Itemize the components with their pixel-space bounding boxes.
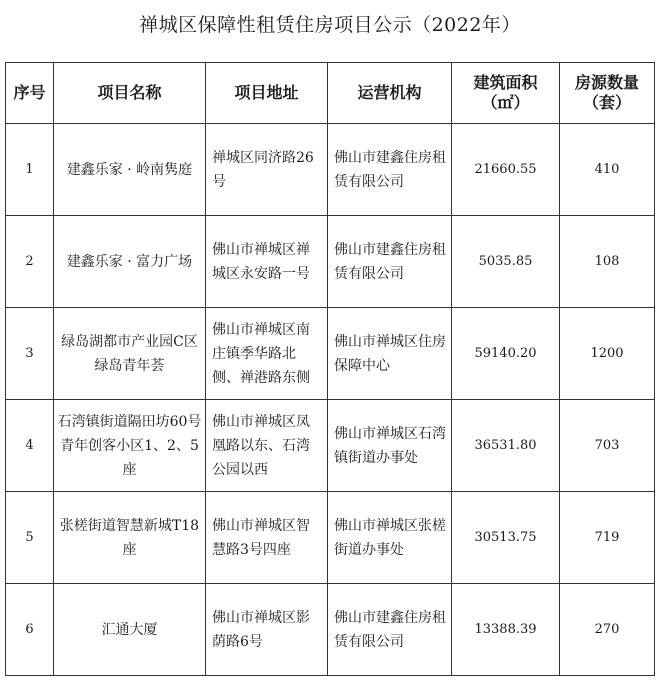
- table-row: [6, 124, 655, 216]
- cell-seq: 4: [6, 400, 54, 492]
- table-row: [6, 308, 655, 400]
- cell-seq: 2: [6, 216, 54, 308]
- header-building-area: 建筑面积（㎡）: [452, 63, 560, 124]
- cell-project-name: 建鑫乐家 · 岭南隽庭: [54, 124, 206, 216]
- cell-project-name: 石湾镇街道隔田坊60号青年创客小区1、2、5座: [54, 400, 206, 492]
- cell-housing-units: 719: [560, 492, 655, 584]
- cell-seq: 5: [6, 492, 54, 584]
- header-seq: 序号: [6, 63, 54, 124]
- cell-housing-units: 410: [560, 124, 655, 216]
- cell-project-name: 汇通大厦: [54, 584, 206, 676]
- cell-project-address: 佛山市禅城区凤凰路以东、石湾公园以西: [206, 400, 328, 492]
- cell-seq: 6: [6, 584, 54, 676]
- header-project-name: 项目名称: [54, 63, 206, 124]
- table-row: [6, 492, 655, 584]
- cell-housing-units: 703: [560, 400, 655, 492]
- cell-operator: 佛山市禅城区张槎街道办事处: [328, 492, 452, 584]
- table-row: [6, 400, 655, 492]
- header-housing-units: 房源数量（套）: [560, 63, 655, 124]
- project-table: [5, 62, 655, 676]
- table-header-row: [6, 63, 655, 124]
- cell-building-area: 59140.20: [452, 308, 560, 400]
- cell-project-name: 绿岛湖都市产业园C区绿岛青年荟: [54, 308, 206, 400]
- cell-seq: 1: [6, 124, 54, 216]
- cell-building-area: 36531.80: [452, 400, 560, 492]
- cell-building-area: 30513.75: [452, 492, 560, 584]
- cell-project-address: 禅城区同济路26号: [206, 124, 328, 216]
- cell-building-area: 5035.85: [452, 216, 560, 308]
- cell-project-name: 建鑫乐家 · 富力广场: [54, 216, 206, 308]
- cell-seq: 3: [6, 308, 54, 400]
- cell-project-address: 佛山市禅城区影荫路6号: [206, 584, 328, 676]
- cell-housing-units: 270: [560, 584, 655, 676]
- cell-operator: 佛山市建鑫住房租赁有限公司: [328, 124, 452, 216]
- table-row: [6, 584, 655, 676]
- cell-project-address: 佛山市禅城区智慧路3号四座: [206, 492, 328, 584]
- cell-operator: 佛山市建鑫住房租赁有限公司: [328, 216, 452, 308]
- page-title: 禅城区保障性租赁住房项目公示（2022年）: [139, 14, 521, 36]
- cell-operator: 佛山市禅城区住房保障中心: [328, 308, 452, 400]
- cell-operator: 佛山市建鑫住房租赁有限公司: [328, 584, 452, 676]
- table-row: [6, 216, 655, 308]
- cell-building-area: 21660.55: [452, 124, 560, 216]
- cell-building-area: 13388.39: [452, 584, 560, 676]
- cell-project-name: 张槎街道智慧新城T18座: [54, 492, 206, 584]
- cell-housing-units: 1200: [560, 308, 655, 400]
- cell-project-address: 佛山市禅城区禅城区永安路一号: [206, 216, 328, 308]
- header-operator: 运营机构: [328, 63, 452, 124]
- cell-operator: 佛山市禅城区石湾镇街道办事处: [328, 400, 452, 492]
- cell-project-address: 佛山市禅城区南庄镇季华路北侧、禅港路东侧: [206, 308, 328, 400]
- cell-housing-units: 108: [560, 216, 655, 308]
- header-project-address: 项目地址: [206, 63, 328, 124]
